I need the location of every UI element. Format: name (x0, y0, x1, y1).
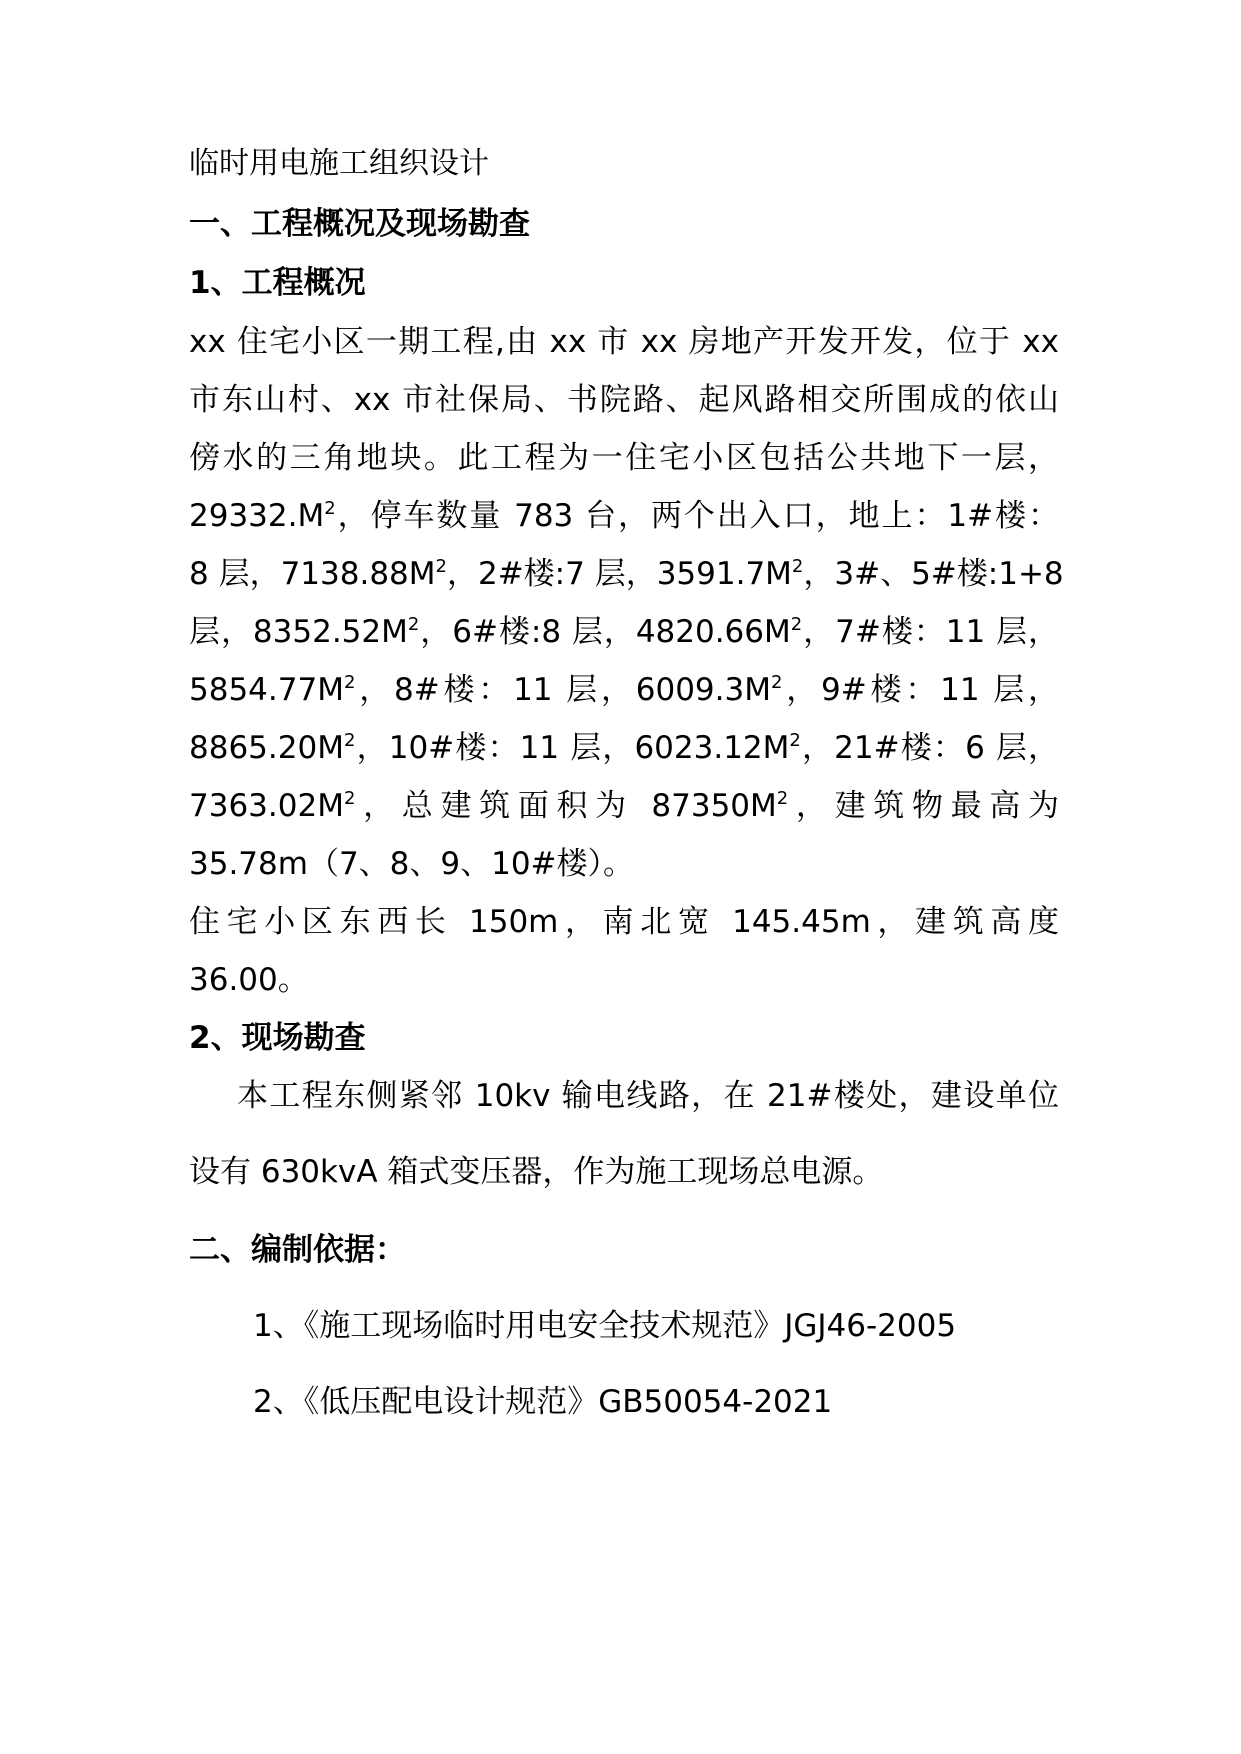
subsection-heading-survey: 2、现场勘查 (189, 1020, 366, 1056)
section-heading-2: 二、编制依据： (189, 1232, 406, 1268)
subsection-heading-overview: 1、工程概况 (189, 265, 366, 301)
overview-line: 8 层，$7138.88M^2$，2#楼:7 层，$3591.7M^2$，3#、5#楼:1+8 (189, 556, 1064, 592)
overview-line: $7363.02M^2$，总建筑面积为 $87350M^2$，建筑物最高为 (189, 788, 1059, 824)
overview-line: 市东山村、xx 市社保局、书院路、起风路相交所围成的依山 (189, 382, 1059, 418)
overview-line: xx 住宅小区一期工程,由 xx 市 xx 房地产开发开发，位于 xx (189, 324, 1059, 360)
survey-line: 本工程东侧紧邻 10kv 输电线路，在 21#楼处，建设单位 (237, 1078, 1059, 1114)
survey-line: 设有 630kvA 箱式变压器，作为施工现场总电源。 (189, 1154, 884, 1190)
section-heading-1: 一、工程概况及现场勘查 (189, 206, 530, 242)
overview-line: $8865.20M^2$，10#楼：11 层，$6023.12M^2$，21#楼：6 层， (189, 730, 1059, 766)
overview-line: 35.78m（7、8、9、10#楼）。 (189, 846, 635, 882)
reference-item: 2、《低压配电设计规范》GB50054-2021 (253, 1384, 833, 1420)
dimension-line: 36.00。 (189, 962, 309, 998)
overview-line: 傍水的三角地块。此工程为一住宅小区包括公共地下一层， (189, 440, 1059, 476)
overview-line: $5854.77M^2$，8#楼：11 层，$6009.3M^2$，9#楼：11 层， (189, 672, 1059, 708)
overview-line: $29332.M^2$，停车数量 783 台，两个出入口，地上：1#楼： (189, 498, 1059, 534)
document-title: 临时用电施工组织设计 (189, 146, 489, 181)
overview-line: 层，$8352.52M^2$，6#楼:8 层，$4820.66M^2$，7#楼：11 层， (189, 614, 1059, 650)
reference-item: 1、《施工现场临时用电安全技术规范》JGJ46-2005 (253, 1308, 957, 1344)
dimension-line: 住宅小区东西长 150m，南北宽 145.45m，建筑高度 (189, 904, 1059, 940)
